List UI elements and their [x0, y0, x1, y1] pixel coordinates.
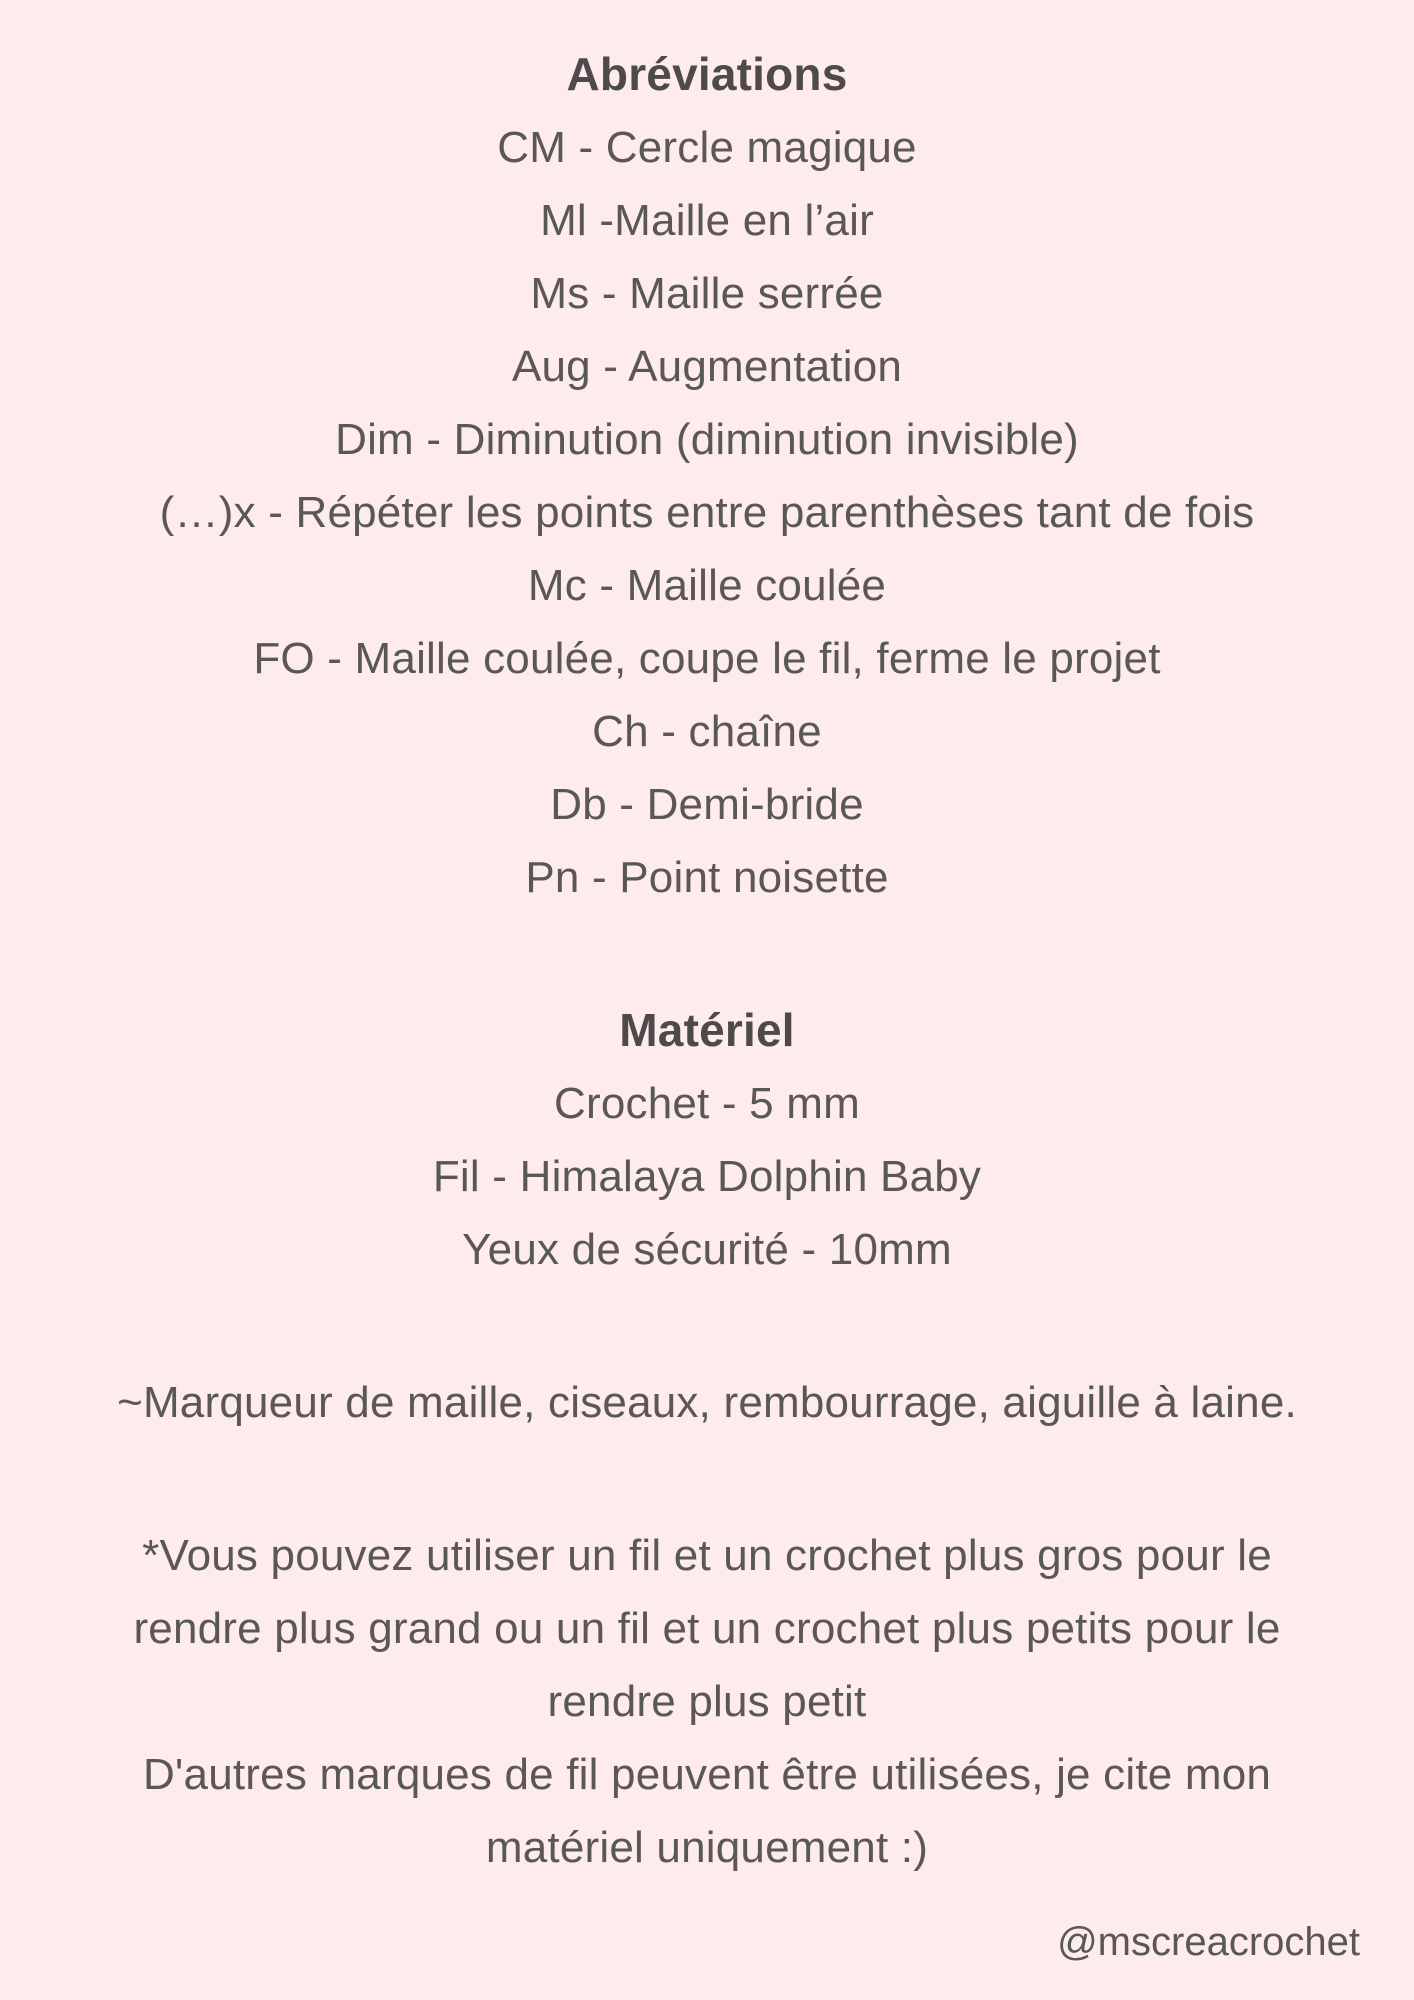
abbreviation-line-db: Db - Demi-bride: [550, 780, 864, 829]
abbreviation-line-repeat: (…)x - Répéter les points entre parenthèses tant de fois: [159, 488, 1255, 537]
material-line-eyes: Yeux de sécurité - 10mm: [462, 1225, 952, 1274]
section-gap: [0, 914, 1414, 994]
abbreviation-line-dim: Dim - Diminution (diminution invisible): [335, 415, 1079, 464]
abbreviation-line-aug: Aug - Augmentation: [511, 342, 903, 391]
abbreviation-line-fo: FO - Maille coulée, coupe le fil, ferme le projet: [253, 634, 1161, 683]
note-substitution-line: matériel uniquement :): [485, 1823, 929, 1872]
abbreviation-line-pn: Pn - Point noisette: [525, 853, 889, 902]
abbreviation-line-ch: Ch - chaîne: [592, 707, 822, 756]
note-substitution-line: D'autres marques de fil peuvent être utilisées, je cite mon: [142, 1750, 1272, 1799]
material-line-hook: Crochet - 5 mm: [554, 1079, 860, 1128]
material-line-yarn: Fil - Himalaya Dolphin Baby: [432, 1152, 982, 1201]
abbreviation-line-ms: Ms - Maille serrée: [530, 269, 884, 318]
instagram-handle: @mscreacrochet: [1057, 1920, 1360, 1964]
note-substitution-line: rendre plus petit: [547, 1677, 867, 1726]
note-substitution-line: rendre plus grand ou un fil et un crochet plus petits pour le: [133, 1604, 1281, 1653]
note-substitution-line: *Vous pouvez utiliser un fil et un crochet plus gros pour le: [142, 1531, 1272, 1580]
section-gap: [0, 1439, 1414, 1519]
abbreviation-line-cm: CM - Cercle magique: [497, 123, 917, 172]
abbreviations-title: Abréviations: [566, 48, 848, 100]
section-gap: [0, 1286, 1414, 1366]
note-tools: ~Marqueur de maille, ciseaux, rembourrage, aiguille à laine.: [117, 1378, 1297, 1427]
abbreviation-line-ml: Ml -Maille en l’air: [540, 196, 874, 245]
abbreviation-line-mc: Mc - Maille coulée: [527, 561, 887, 610]
materials-title: Matériel: [619, 1004, 795, 1056]
